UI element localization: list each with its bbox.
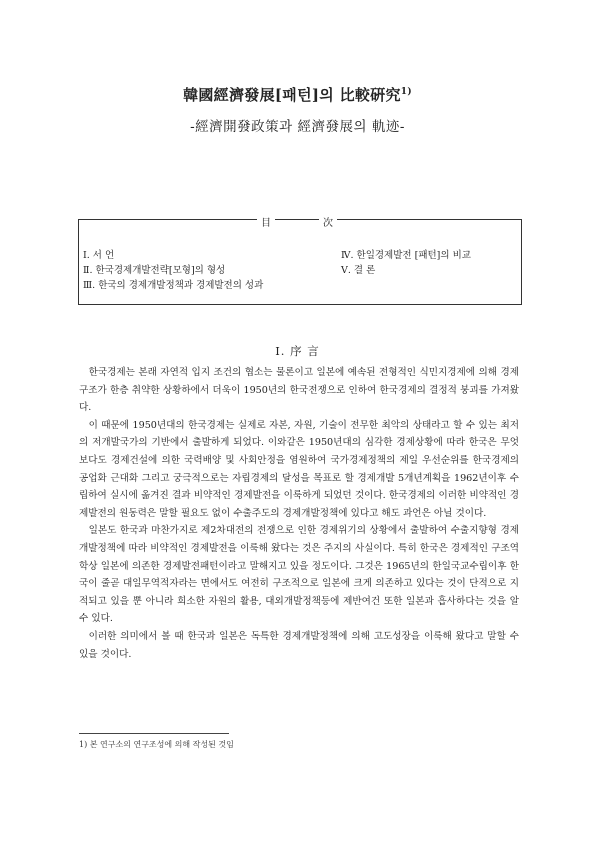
toc-item: Ⅱ. 한국경제개발전략[모형]의 형성 (83, 265, 226, 276)
title-footnote-mark: 1) (400, 87, 412, 97)
section-heading: Ⅰ. 序 言 (275, 344, 320, 358)
toc-heading-right: 次 (319, 214, 337, 229)
paper-title (0, 84, 595, 105)
toc-item: Ⅳ. 한일경제발전 [패턴]의 비교 (341, 250, 471, 261)
footnote: 1) 본 연구소의 연구조성에 의해 작성된 것임 (79, 740, 234, 749)
toc-item: Ⅲ. 한국의 경제개발정책과 경제발전의 성과 (83, 280, 264, 291)
paragraph: 이러한 의미에서 볼 때 한국과 일본은 독특한 경제개발정책에 의해 고도성장을 이룩해 왔다고 말할 수 있을 것이다. (79, 630, 519, 660)
toc-item: Ⅰ. 서 언 (83, 250, 115, 261)
table-of-contents (78, 219, 522, 305)
paper-subtitle: -經濟開發政策과 經濟發展의 軌迹- (190, 119, 405, 135)
paper-title-text: 韓國經濟發展[패턴]의 比較硏究 (183, 86, 401, 104)
toc-right-column (341, 248, 471, 278)
body-text (79, 364, 519, 663)
paragraph: 한국경제는 본래 자연적 입지 조건의 협소는 물론이고 일본에 예속된 전형적인 식민지경제에 의해 경제구조가 한층 취약한 상황하에서 더욱이 1950년의 한국전쟁으로 인하여 한국경제의 결정적 붕괴를 가져왔다. (79, 367, 519, 414)
footnote-divider (79, 733, 229, 734)
paragraph: 일본도 한국과 마찬가지로 제2차대전의 전쟁으로 인한 경제위기의 상황에서 출발하여 수출지향형 경제개발정책에 따라 비약적인 경제발전을 이룩해 왔다는 것은 주지의 사실이다. 특히 한국은 경제적인 구조역학상 일본에 의존한 경제발전패턴이라고 말해지고 있을 정도이다. 그것은 1965년의 한일국교수립이후 한국이 줄곧 대일무역적자라는 면에서도 여전히 구조적으로 일본에 크게 의존하고 있다는 것이 단적으로 지적되고 있을 뿐 아니라 희소한 자원의 활용, 대외개발정책등에 제반여건 또한 일본과 흡사하다는 것을 알 수 있다. (79, 525, 519, 625)
toc-heading-left: 目 (257, 214, 275, 229)
toc-item: Ⅴ. 결 론 (341, 265, 376, 276)
toc-left-column (83, 248, 263, 293)
paragraph: 이 때문에 1950년대의 한국경제는 실제로 자본, 자원, 기술이 전무한 최악의 상태라고 할 수 있는 최저의 저개발국가의 기반에서 출발하게 되었다. 이와같은 1950년대의 심각한 경제상황에 따라 한국은 무엇보다도 경제건설에 의한 국력배양 및 사회안정을 염원하여 국가경제정책의 제일 우선순위를 한국경제의 공업화 근대화 그리고 궁극적으로는 자립경제의 달성을 목표로 할 경제개발 5개년계획을 1962년이후 수립하여 실시에 옮겨진 결과 비약적인 경제발전을 이룩하게 되었던 것이다. 한국경제의 이러한 비약적인 경제발전의 원동력은 말할 필요도 없이 수출주도의 경제개발정책에 있다고 해도 과언은 아닐 것이다. (79, 419, 519, 519)
